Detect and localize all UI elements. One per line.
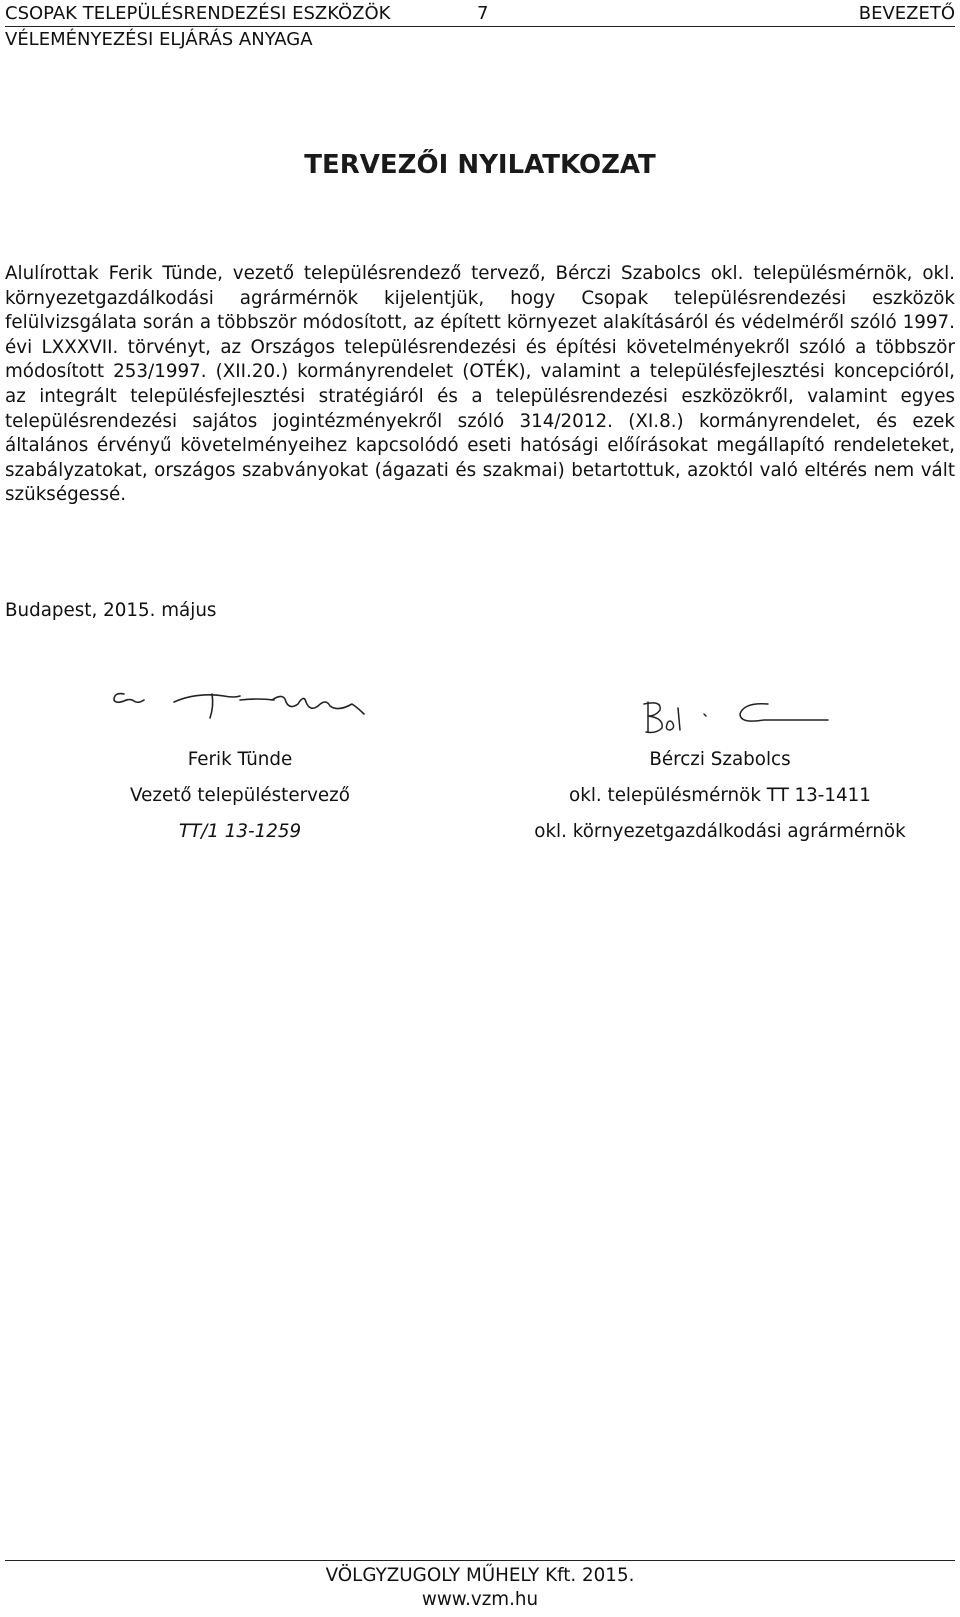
place-date: Budapest, 2015. május [5, 600, 217, 621]
declaration-paragraph: Alulírottak Ferik Tünde, vezető településrendező tervező, Bérczi Szabolcs okl. településmérnök, okl. környezetgazdálkodási agrármérnök kijelentjük, hogy Csopak településrendezési eszközök felülvizsgálata során a többször módosított, az épített környezet alakításáról és védelméről szóló 1997. évi LXXXVII. törvényt, az Országos településrendezési és építési követelményekről szóló a többször módosított 253/1997. (XII.20.) kormányrendelet (OTÉK), valamint a településfejlesztési koncepcióról, az integrált településfejlesztési stratégiáról és a településrendezési eszközökről, valamint egyes településrendezési sajátos jogintézményekről szóló 314/2012. (XI.8.) kormányrendelet, és ezek általános érvényű követelményeihez kapcsolódó eseti hatósági előírásokat megállapító rendeleteket, szabályzatokat, országos szabványokat (ágazati és szakmai) betartottuk, azoktól való eltérés nem vált szükségessé. [5, 263, 955, 506]
signer-role: okl. településmérnök TT 13-1411 [569, 785, 871, 806]
signer-name: Bérczi Szabolcs [649, 749, 791, 770]
header-document-title: CSOPAK TELEPÜLÉSRENDEZÉSI ESZKÖZÖK [5, 3, 391, 24]
footer-website[interactable]: www.vzm.hu [421, 1589, 539, 1610]
signer-credential: TT/1 13-1259 [178, 821, 302, 842]
header-subtitle: VÉLEMÉNYEZÉSI ELJÁRÁS ANYAGA [5, 29, 313, 50]
signer-name: Ferik Tünde [187, 749, 293, 770]
header-section: BEVEZETŐ [858, 3, 955, 24]
page-footer [5, 1560, 955, 1612]
signer-ferik [40, 742, 440, 850]
page-title: TERVEZŐI NYILATKOZAT [304, 150, 656, 180]
footer-company: VÖLGYZUGOLY MŰHELY Kft. 2015. [325, 1565, 635, 1586]
signer-role: Vezető településtervező [130, 785, 350, 806]
header-top-row [5, 0, 955, 27]
page-header [5, 0, 955, 51]
signature-ferik-icon [112, 690, 372, 730]
signer-credential: okl. környezetgazdálkodási agrármérnök [534, 821, 906, 842]
header-page-number: 7 [477, 3, 489, 24]
signer-berczi [520, 742, 920, 850]
signature-berczi-icon [640, 700, 830, 736]
